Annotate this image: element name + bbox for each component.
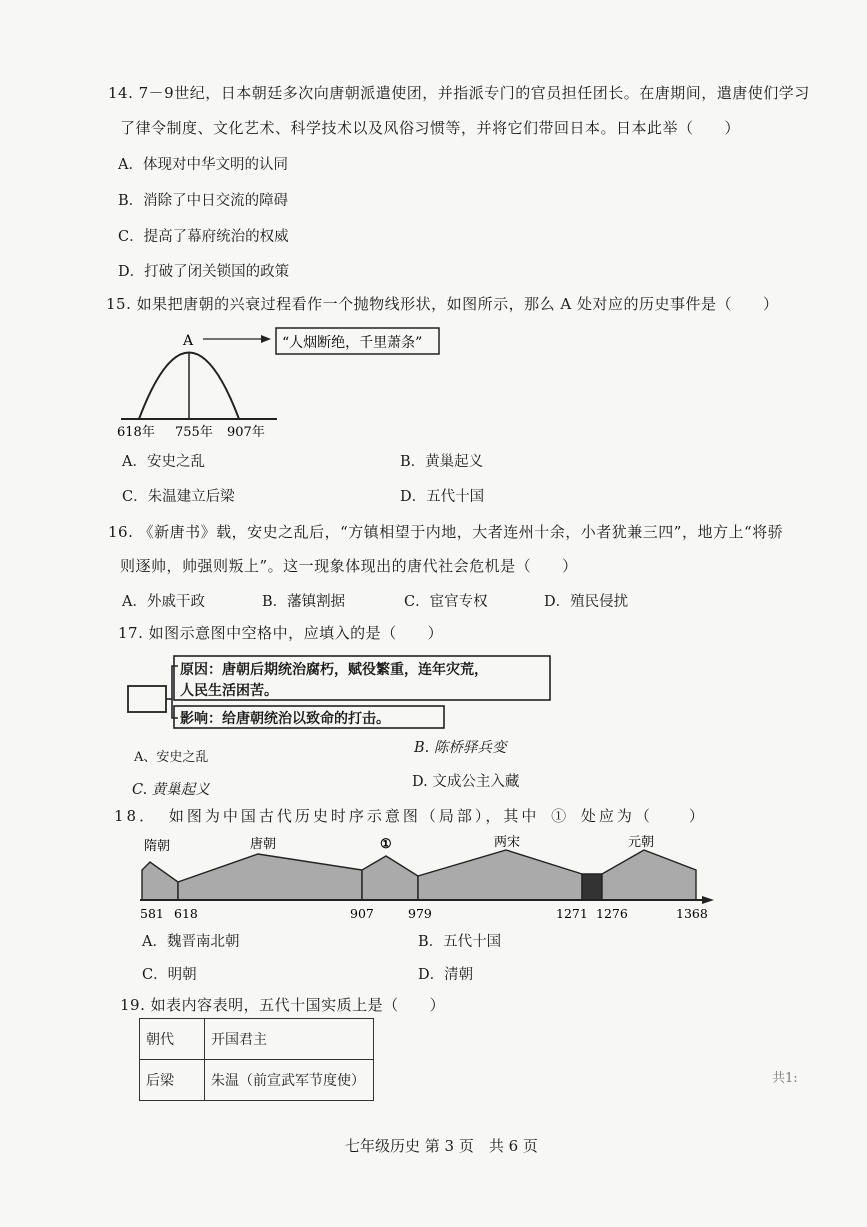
q16-option-a[interactable]: A．外戚干政 xyxy=(122,594,205,610)
q15-option-c[interactable]: C．朱温建立后梁 xyxy=(122,489,235,505)
page-footer: 七年级历史 第 3 页 共 6 页 xyxy=(345,1137,538,1155)
q17-option-b[interactable]: B. 陈桥驿兵变 xyxy=(414,740,507,756)
q18-stem: 18． 如图为中国古代历史时序示意图（局部），其中 ① 处应为（ ） xyxy=(114,807,707,825)
table-row xyxy=(140,1019,374,1060)
year-618: 618 xyxy=(174,906,198,921)
q18-option-b[interactable]: B．五代十国 xyxy=(418,934,502,950)
period-sui xyxy=(142,862,178,900)
q19-stem: 19. 如表内容表明，五代十国实质上是（ ） xyxy=(120,996,446,1014)
axis-arrow-icon xyxy=(702,896,714,904)
table-cell: 朝代 xyxy=(140,1019,205,1060)
year-1368: 1368 xyxy=(676,906,708,921)
label-song: 两宋 xyxy=(494,835,521,850)
q19-table xyxy=(139,1018,374,1101)
q14-option-c[interactable]: C．提高了幕府统治的权威 xyxy=(118,229,289,245)
period-1 xyxy=(362,856,418,900)
q18-option-d[interactable]: D．清朝 xyxy=(418,967,474,983)
label-tang: 唐朝 xyxy=(250,837,277,852)
q15-parabola-diagram xyxy=(115,326,455,440)
year-1276: 1276 xyxy=(596,906,628,921)
q16-option-b[interactable]: B．藩镇割据 xyxy=(262,594,346,610)
q14-stem-line2: 了律令制度、文化艺术、科学技术以及风俗习惯等，并将它们带回日本。日本此举（ ） xyxy=(120,119,741,137)
year-581: 581 xyxy=(140,906,164,921)
year-907: 907年 xyxy=(227,425,265,440)
q17-option-a[interactable]: A、安史之乱 xyxy=(134,750,209,765)
q16-stem-line2: 则逐帅，帅强则叛上”。这一现象体现出的唐代社会危机是（ ） xyxy=(120,557,578,575)
period-tang xyxy=(178,854,362,900)
q15-option-b[interactable]: B．黄巢起义 xyxy=(400,454,484,470)
quote-text: “人烟断绝，千里萧条” xyxy=(282,335,423,351)
label-yuan: 元朝 xyxy=(628,835,655,850)
overlap-block xyxy=(582,874,602,900)
arrow-head-icon xyxy=(261,335,271,343)
year-979: 979 xyxy=(408,906,432,921)
year-907: 907 xyxy=(350,906,374,921)
label-sui: 隋朝 xyxy=(144,839,171,854)
q16-stem-line1: 16. 《新唐书》载，安史之乱后，“方镇相望于内地，大者连州十余，小者犹兼三四”，地方上“将骄 xyxy=(108,523,784,541)
blank-box xyxy=(128,686,166,712)
q18-timeline-diagram xyxy=(136,832,716,924)
margin-mark: 共1: xyxy=(772,1071,798,1086)
table-cell: 后梁 xyxy=(140,1060,205,1101)
q17-cause-line1: 原因：唐朝后期统治腐朽，赋役繁重，连年灾荒， xyxy=(180,662,488,678)
bracket-line xyxy=(172,666,178,718)
q14-stem-line1: 14. 7－9世纪，日本朝廷多次向唐朝派遣使团，并指派专门的官员担任团长。在唐期间，遣唐使们学习 xyxy=(108,84,810,102)
q17-option-d[interactable]: D. 文成公主入藏 xyxy=(412,774,520,790)
table-row xyxy=(140,1060,374,1101)
q16-option-c[interactable]: C．宦官专权 xyxy=(404,594,488,610)
year-755: 755年 xyxy=(175,425,213,440)
year-618: 618年 xyxy=(117,425,155,440)
q17-stem: 17. 如图示意图中空格中，应填入的是（ ） xyxy=(118,624,444,642)
period-song xyxy=(418,850,582,900)
q17-option-c[interactable]: C. 黄巢起义 xyxy=(132,782,210,798)
q18-option-c[interactable]: C．明朝 xyxy=(142,967,197,983)
q14-option-a[interactable]: A．体现对中华文明的认同 xyxy=(118,157,288,173)
q17-cause-line2: 人民生活困苦。 xyxy=(180,683,278,699)
table-cell: 朱温（前宣武军节度使） xyxy=(205,1060,374,1101)
year-1271: 1271 xyxy=(556,906,588,921)
q15-option-d[interactable]: D．五代十国 xyxy=(400,489,485,505)
label-circle-1: ① xyxy=(380,837,392,852)
q15-option-a[interactable]: A．安史之乱 xyxy=(122,454,205,470)
q14-option-b[interactable]: B．消除了中日交流的障碍 xyxy=(118,193,289,209)
period-yuan xyxy=(602,850,696,900)
q18-option-a[interactable]: A．魏晋南北朝 xyxy=(142,934,240,950)
table-cell: 开国君主 xyxy=(205,1019,374,1060)
point-a-label: A xyxy=(183,333,194,349)
q14-option-d[interactable]: D．打破了闭关锁国的政策 xyxy=(118,264,290,280)
q15-stem: 15. 如果把唐朝的兴衰过程看作一个抛物线形状，如图所示，那么 A 处对应的历史事件是（ ） xyxy=(106,295,779,313)
q16-option-d[interactable]: D．殖民侵扰 xyxy=(544,594,629,610)
q17-effect: 影响：给唐朝统治以致命的打击。 xyxy=(180,711,390,727)
